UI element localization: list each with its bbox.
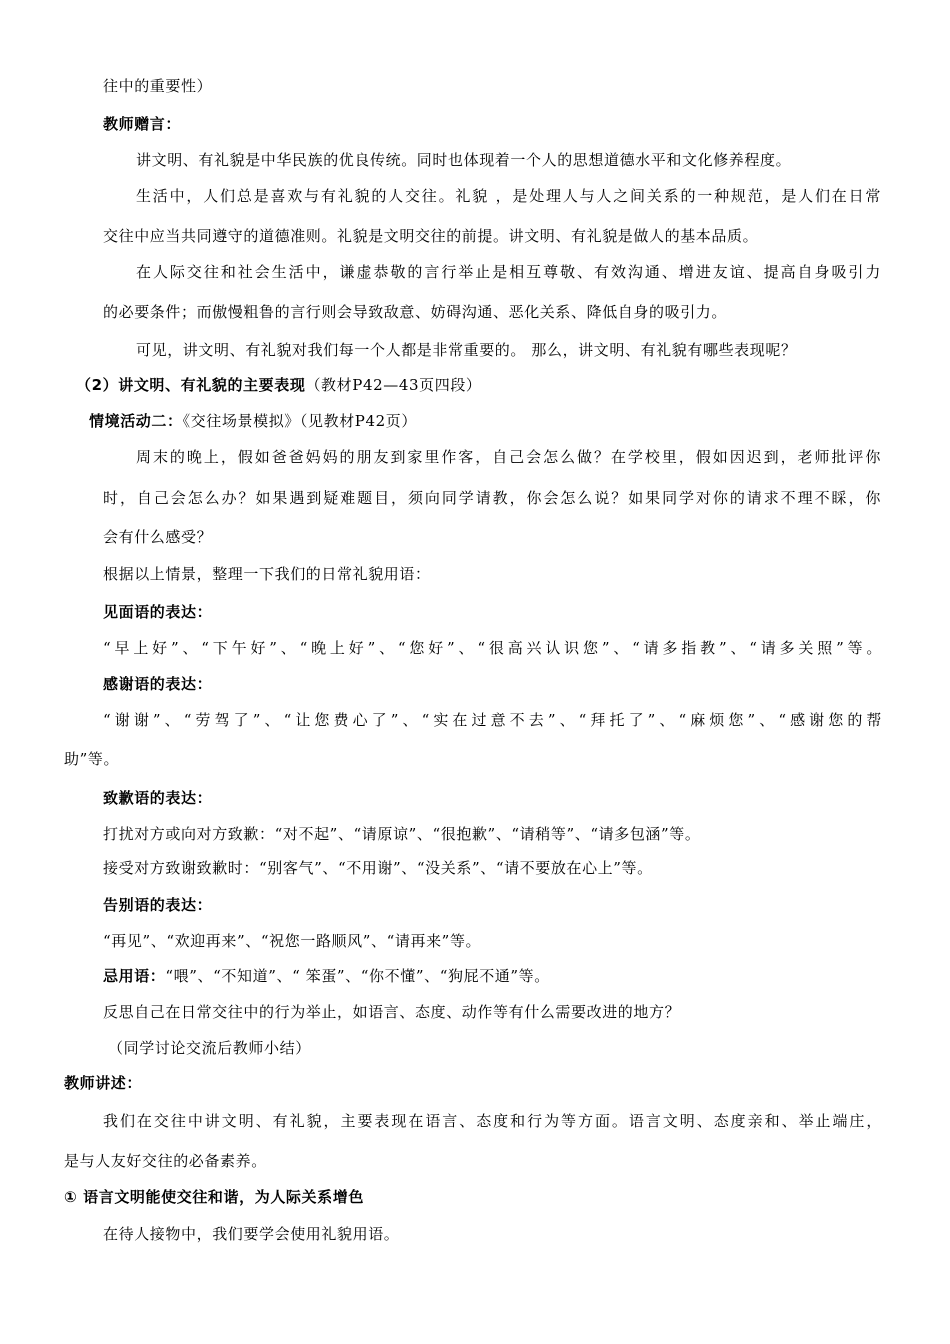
activity-title: 《交往场景模拟》（见教材P42页） bbox=[182, 412, 417, 430]
text-line: 交往中应当共同遵守的道德准则。礼貌是文明交往的前提。讲文明、有礼貌是做人的基本品质。 bbox=[103, 227, 759, 245]
text-line: 根据以上情景，整理一下我们的日常礼貌用语： bbox=[103, 565, 431, 583]
greeting-heading: 见面语的表达： bbox=[103, 603, 213, 621]
farewell-heading: 告别语的表达： bbox=[103, 896, 213, 914]
subsection-title: （2）讲文明、有礼貌的主要表现 bbox=[76, 376, 306, 394]
text-line: 往中的重要性） bbox=[103, 77, 213, 95]
teacher-narration-heading: 教师讲述： bbox=[64, 1074, 143, 1092]
text-line: 时，自己会怎么办？如果遇到疑难题目，须向同学请教，你会怎么说？如果同学对你的请求不理不睬，你 bbox=[103, 489, 881, 507]
taboo-text: “喂”、“不知道”、“ 笨蛋”、“你不懂”、“狗屁不通”等。 bbox=[165, 967, 550, 985]
subsection-heading bbox=[76, 375, 482, 395]
text-line: 会有什么感受？ bbox=[103, 528, 213, 546]
taboo-label: 忌用语： bbox=[103, 967, 166, 985]
point-heading: ① 语言文明能使交往和谐，为人际关系增色 bbox=[64, 1188, 364, 1206]
activity-label: 情境活动二： bbox=[89, 412, 183, 430]
subsection-reference: （教材P42—43页四段） bbox=[305, 376, 482, 394]
text-line: 生活中，人们总是喜欢与有礼貌的人交往。礼貌 ，是处理人与人之间关系的一种规范，是人们在日常 bbox=[136, 187, 881, 205]
thanks-heading: 感谢语的表达： bbox=[103, 675, 213, 693]
text-line: 在待人接物中，我们要学会使用礼貌用语。 bbox=[103, 1225, 400, 1243]
text-line: “谢谢”、“劳驾了”、“让您费心了”、“实在过意不去”、“拜托了”、“麻烦您”、“感谢您的帮 bbox=[103, 711, 882, 729]
text-line: 在人际交往和社会生活中，谦虚恭敬的言行举止是相互尊敬、有效沟通、增进友谊、提高自身吸引力 bbox=[136, 263, 881, 281]
text-line: （同学讨论交流后教师小结） bbox=[108, 1039, 311, 1057]
activity-heading bbox=[89, 411, 417, 431]
text-line: 助”等。 bbox=[64, 750, 120, 768]
text-line: 是与人友好交往的必备素养。 bbox=[64, 1152, 267, 1170]
text-line: 反思自己在日常交往中的行为举止，如语言、态度、动作等有什么需要改进的地方？ bbox=[103, 1003, 681, 1021]
text-line: “再见”、“欢迎再来”、“祝您一路顺风”、“请再来”等。 bbox=[103, 932, 482, 950]
text-line: 讲文明、有礼貌是中华民族的优良传统。同时也体现着一个人的思想道德水平和文化修养程度。 bbox=[136, 151, 792, 169]
text-line: “早上好”、“下午好”、“晚上好”、“您好”、“很高兴认识您”、“请多指教”、“请多关照”等。 bbox=[103, 639, 882, 657]
apology-heading: 致歉语的表达： bbox=[103, 789, 213, 807]
text-line: 可见，讲文明、有礼貌对我们每一个人都是非常重要的。 那么，讲文明、有礼貌有哪些表现呢？ bbox=[136, 341, 797, 359]
taboo-line bbox=[103, 966, 550, 986]
text-line: 周末的晚上，假如爸爸妈妈的朋友到家里作客，自己会怎么做？在学校里，假如因迟到，老师批评你 bbox=[136, 448, 881, 466]
text-line: 打扰对方或向对方致歉：“对不起”、“请原谅”、“很抱歉”、“请稍等”、“请多包涵”等。 bbox=[103, 825, 701, 843]
text-line: 的必要条件；而傲慢粗鲁的言行则会导致敌意、妨碍沟通、恶化关系、降低自身的吸引力。 bbox=[103, 303, 728, 321]
text-line: 我们在交往中讲文明、有礼貌，主要表现在语言、态度和行为等方面。语言文明、态度亲和、举止端庄， bbox=[103, 1112, 882, 1130]
section-heading: 教师赠言： bbox=[103, 115, 182, 133]
text-line: 接受对方致谢致歉时：“别客气”、“不用谢”、“没关系”、“请不要放在心上”等。 bbox=[103, 859, 653, 877]
